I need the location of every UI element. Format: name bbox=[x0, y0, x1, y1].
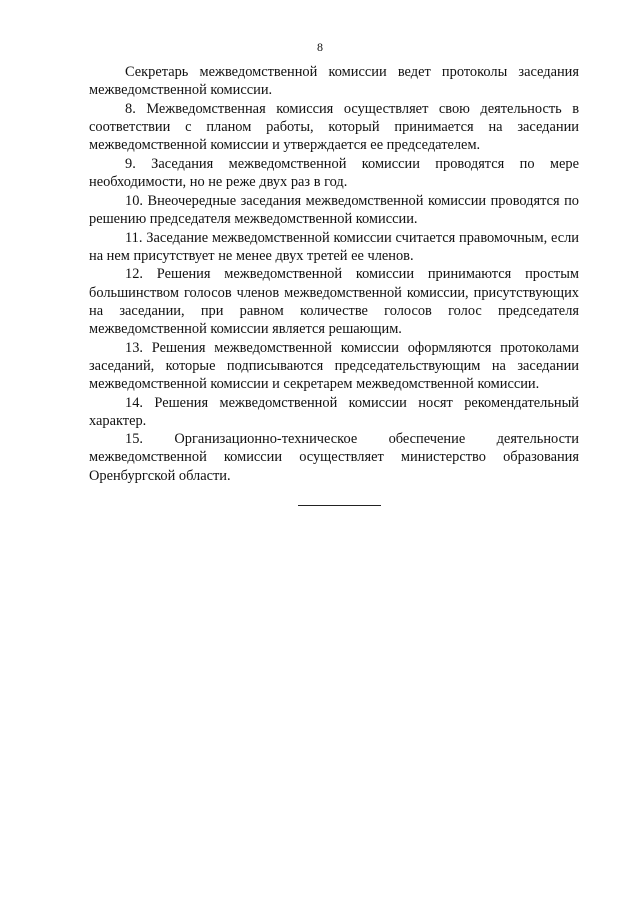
page-number: 8 bbox=[317, 40, 323, 54]
paragraph-8: 8. Межведомственная комиссия осуществляет свою деятельность в соответствии с планом работы, который принимается на заседании межведомственной комиссии и утверждается ее председателем. bbox=[89, 100, 579, 154]
paragraph-9: 9. Заседания межведомственной комиссии проводятся по мере необходимости, но не реже двух раз в год. bbox=[89, 155, 579, 190]
paragraph-secretary: Секретарь межведомственной комиссии ведет протоколы заседания межведомственной комиссии. bbox=[89, 64, 579, 99]
paragraph-15: 15. Организационно-техническое обеспечение деятельности межведомственной комиссии осуществляет министерство образования Оренбургской области. bbox=[89, 431, 579, 484]
closing-divider-line bbox=[298, 505, 381, 506]
document-body bbox=[89, 63, 579, 485]
paragraph-14: 14. Решения межведомственной комиссии носят рекомендательный характер. bbox=[89, 394, 579, 429]
paragraph-11: 11. Заседание межведомственной комиссии считается правомочным, если на нем присутствует не менее двух третей ее членов. bbox=[89, 229, 579, 264]
paragraph-10: 10. Внеочередные заседания межведомственной комиссии проводятся по решению председателя межведомственной комиссии. bbox=[89, 192, 579, 227]
paragraph-12: 12. Решения межведомственной комиссии принимаются простым большинством голосов членов межведомственной комиссии, присутствующих на заседании, при равном количестве голосов голос председателя межведомственной комиссии является решающим. bbox=[89, 266, 579, 337]
paragraph-13: 13. Решения межведомственной комиссии оформляются протоколами заседаний, которые подписываются председательствующим на заседании межведомственной комиссии и секретарем межведомственной комиссии. bbox=[89, 339, 579, 392]
